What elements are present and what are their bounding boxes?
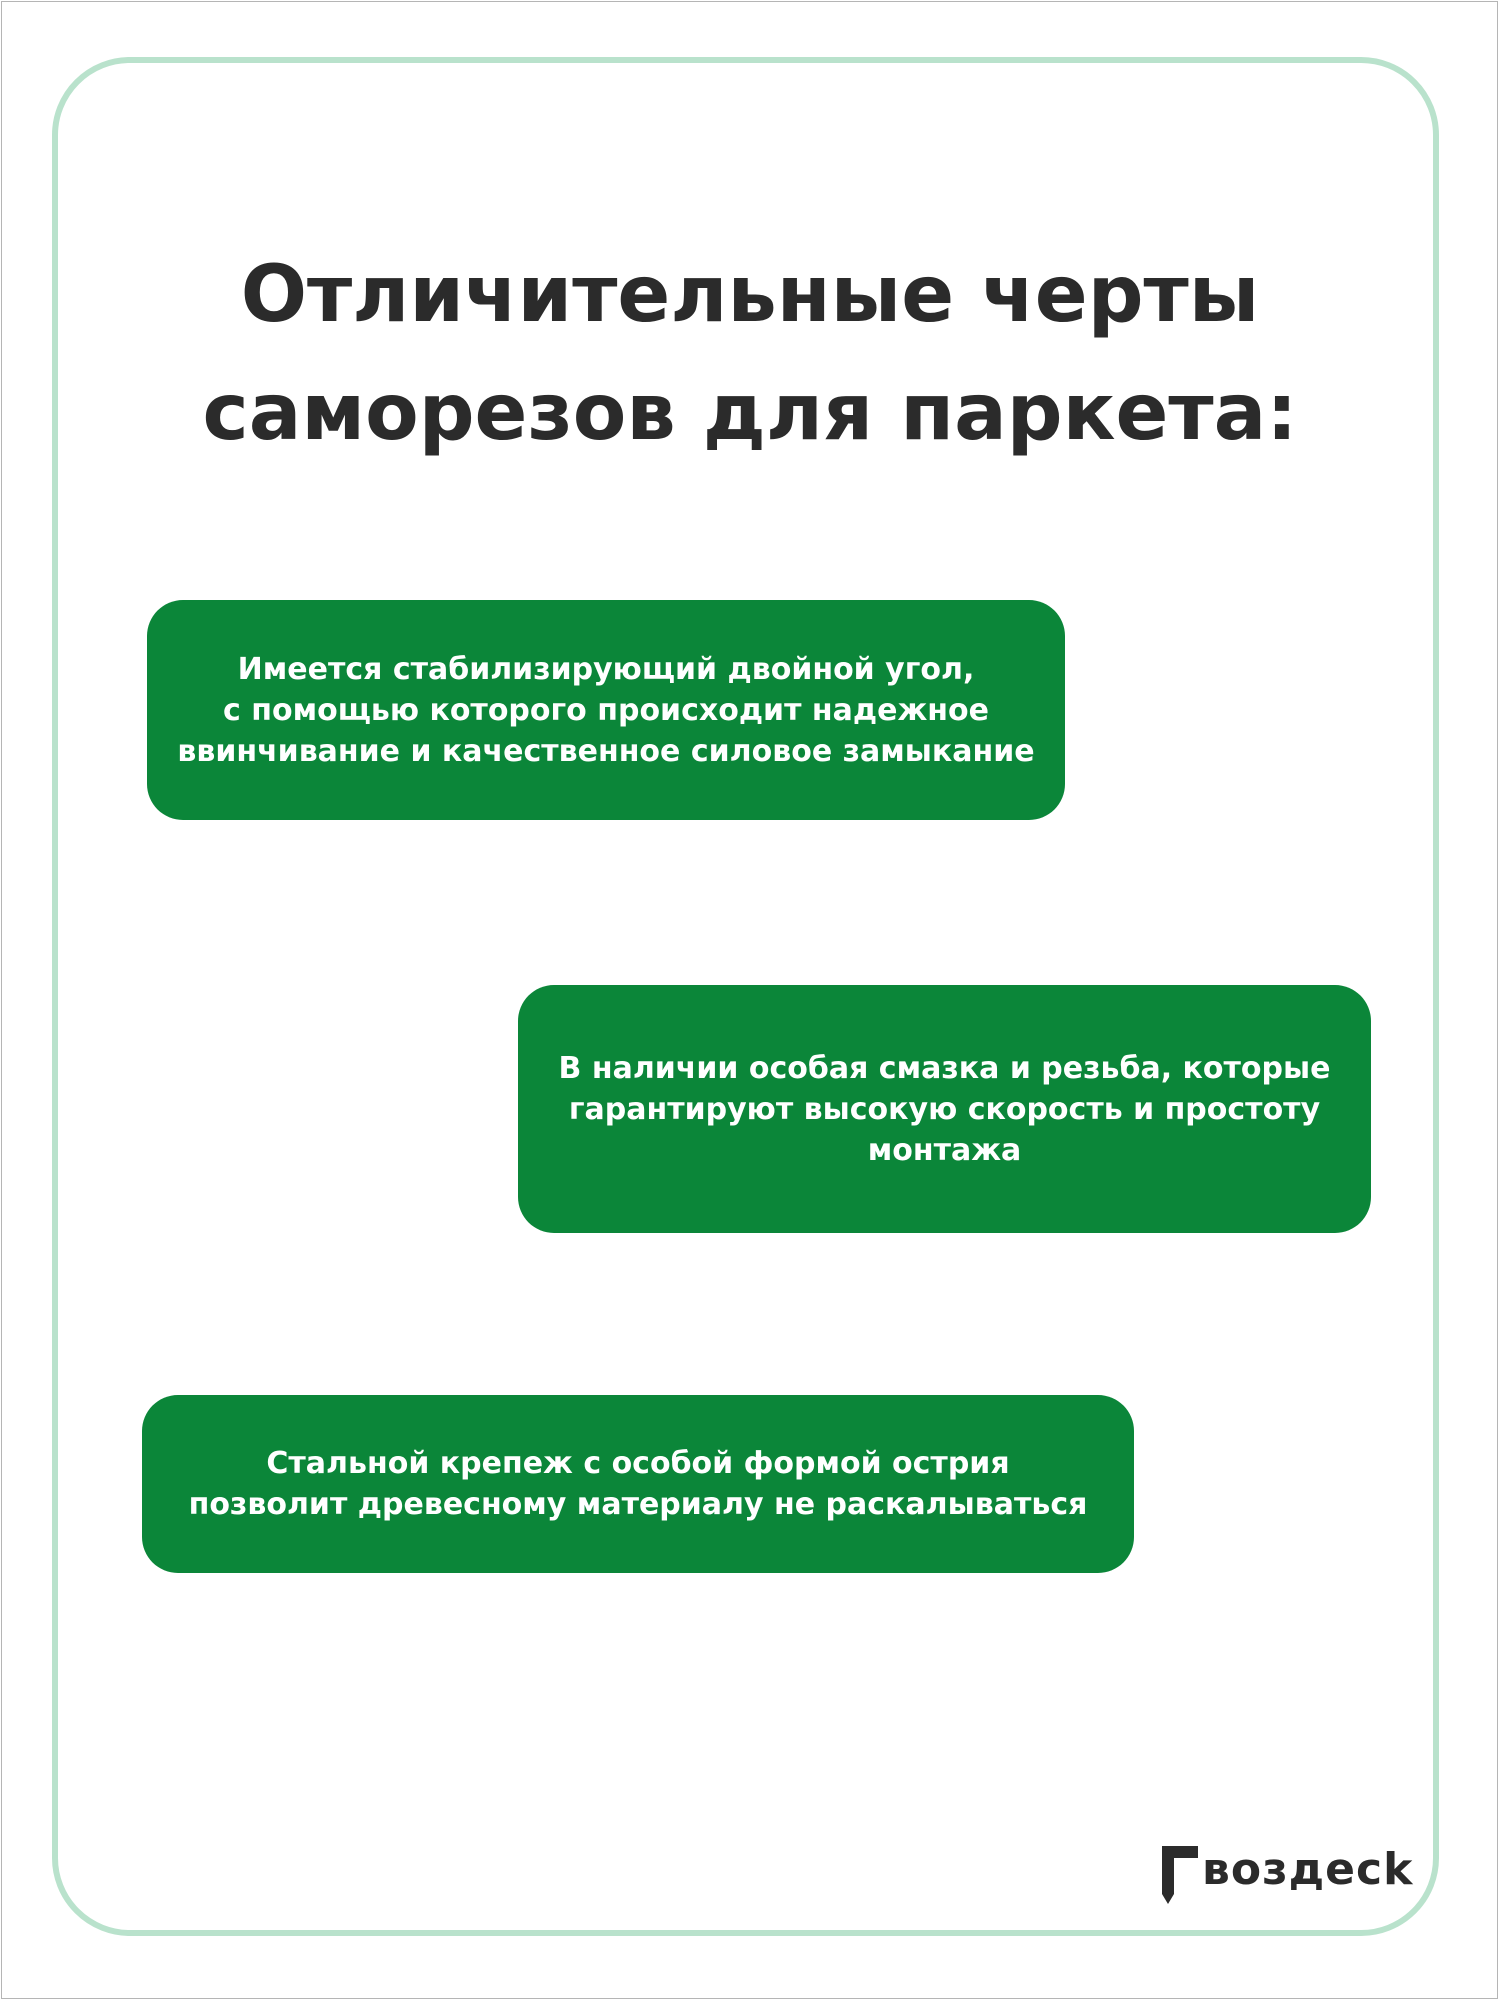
brand-logo: [1160, 1834, 1413, 1906]
page-title: Отличительные черты саморезов для паркета:: [202, 250, 1298, 458]
brand-logo-wordmark: воздеck: [1202, 1844, 1414, 1895]
feature-card-steel-tip: Стальной крепеж с особой формой острия позволит древесному материалу не раскалываться: [142, 1395, 1134, 1573]
brand-logo-g-icon: [1160, 1834, 1200, 1906]
feature-card-lubrication-thread: В наличии особая смазка и резьба, которые гарантируют высокую скорость и простоту монтажа: [518, 985, 1371, 1233]
feature-card-stabilizing-angle: Имеется стабилизирующий двойной угол, с помощью которого происходит надежное ввинчивание и качественное силовое замыкание: [147, 600, 1065, 820]
